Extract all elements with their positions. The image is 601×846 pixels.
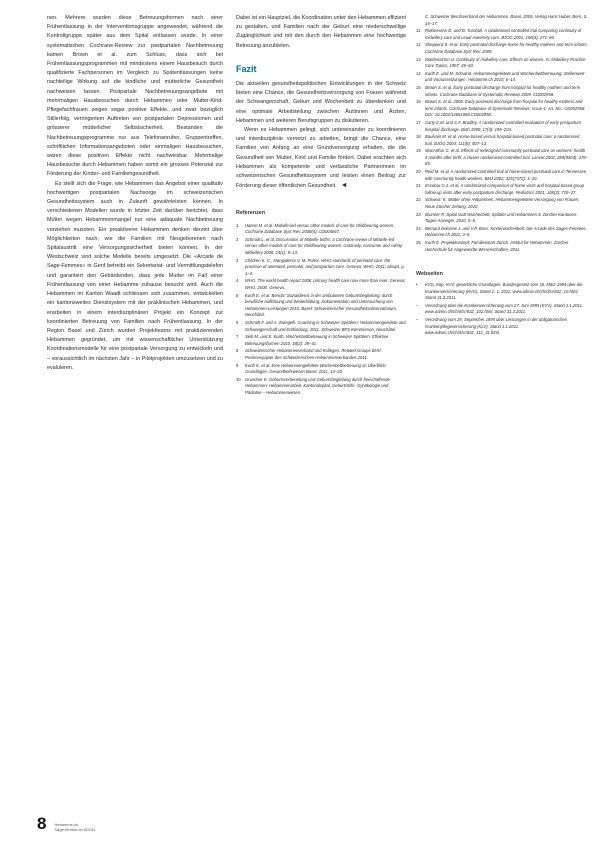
reference-text: Brown S. et al. Early postnatal discharge from hospital for healthy mothers and term infants. Cochrane Database of Systematic Reviews 2009, CD002958. [425,84,581,97]
reference-text: Escobar G.J. et al. A randomized comparison of home visits and hospital-based group follow-up visits after early postpartum discharge. Pediatrics 2001; 108(3): 719–27. [425,183,585,195]
reference-text: Kurth E. und M. Schwind. Hebammengeleitete und Wochenbettbetreuung: Stellenwert und Voraussetzungen. Hebamme.ch 2010; 6–14. [425,70,585,83]
reference-number: 24 [416,225,421,231]
references-heading: Referenzen [236,210,266,217]
reference-number: 10 [236,376,241,382]
reference-text: Seib M. und E. Kurth. Wochenbettbetreuung in Schweizer Spitälern. Effektive Betreuungsformen 2010, 18(2): 39–41. [245,334,389,346]
page-footer [37,816,96,832]
reference-text: Brown S. et al. 2008. Early postnatal discharge from hospital for healthy mothers and term infants. Cochrane Database of Systematic Reviews, Issue 4. Art. No.: CD002958. DOI: 10.1002/14651858.CD002958. [425,99,586,118]
reference-text: MacArthur C. et al. Effects of redesigned community postnatal care on womens' health 4 months after birth: a cluster randomised controlled trial. Lancet 2002; 359(9304): 378–85. [425,148,588,167]
reference-number: 9 [236,362,239,368]
website-item [416,282,588,302]
reference-text: C. Schweizer Berufsverband der Hebammen. Basel, 2006, Verlag Hans Huber, Bern. S. 15–17. [425,14,588,26]
journal-issue: Sage-femme.ch 5/2011 [54,827,96,832]
reference-number: 12 [416,42,421,48]
reference-number: 18 [416,134,421,140]
reference-item [236,377,406,397]
bullet-icon: • [416,282,418,288]
reference-number: 14 [416,70,421,76]
reference-item [236,223,406,236]
reference-text: Kurth E. et al. Bericht: Sozialdienst in der ambulanten Geburtsbegleitung, durch berufliche Aufklärung und Weiterbildung; Dokumentation und Untersuchung von Hebammen-Leistungen 2010. Basel: Schweizerischer Gesundheitsobservatorium, Neuchâtel. [245,292,397,318]
website-item [416,317,588,337]
reference-number: 21 [416,183,421,189]
reference-text: WHO. The world health report 2006: primary health care now more than ever. Geneva: WHO, 2008. Geneva. [245,278,406,290]
reference-number: 7 [236,334,239,340]
journal-info [54,822,95,832]
bullet-icon: – [416,317,419,323]
reference-item [416,120,588,133]
reference-item [416,85,588,98]
reference-text: Kurth E. Projektkonzept: Familienstart Zürich. Institut für Hebammen, Zürcher Hochschule für Angewandte Wissenschaften, 2011. [425,240,569,252]
reference-item [416,28,588,41]
journal-name: Hebamme.ch [54,822,79,827]
reference-number: 20 [416,169,421,175]
reference-list [236,223,406,397]
reference-text: Bernard Delorme J. und V.P. Bass. Kinderwochenbett: Die Arcade des Sages-Femmes. Hebamme.ch 2011; 3–5. [425,225,587,238]
reference-number: 5 [236,292,239,298]
body-paragraph: Dabei ist ein Hauptziel, die Koordination unter den Hebammen effizient zu gestalten, und Familien nach der Geburt eine niederschwellige Zugänglichkeit und mit den durch den Hebammen eine hochwertige Betreuung anzubieten. [236,15,406,49]
reference-number: 16 [416,99,421,105]
website-text: Verordnung über die Krankenversicherung vom 27. Juni 1995 (KVV), Stand 1.1.2011. www.admin.ch/ch/d/sr/832_102.html, Stand 31.3.2011. [425,302,584,315]
website-list [416,282,588,337]
reference-item [416,240,588,253]
reference-item [236,237,406,257]
reference-text: Reid M. et al. A randomized controlled trial of home-based postnatal care in Tennessee with community health workers. BMJ 2002; 325(7372): 1–10. [425,169,587,181]
reference-text: Schweizerischer Hebammenverband und Kollegen. Related Groups BHV: Positionspapier des Schweizerischen Hebammenverbandes 2011. [245,348,382,360]
reference-item [236,334,406,347]
reference-item [416,99,588,119]
bullet-icon: – [416,302,419,308]
reference-text: Kurth E. et al. Eine Hebammengeleitete Wochenbettbetreuung im Überblick: Grundlagen. Gesundheitswesen Basel, 2011, 14–20. [245,362,387,375]
body-paragraph: nen. Mehrere wurden diese Betreuungsformen nach einer Frühentlassung in der Interventionsgruppe angewendet, während die Kontrollgruppe später aus dem Spital entlassen wurde. In einer systematischen Cochrane-Review zur postpartalen Nachbetreuung kamen Brown et al. zum Schluss, dass sich bei Frühentlassungsprogrammen mit mindestens einem Hausbesuch durch qualifizierte Fachpersonen im Vergleich zu Spätentlassungen keine nachteilige Wirkung auf die kindliche und mütterliche Gesundheit nachweisen lassen. Postpartale Nachbetreuungsangebote mit mehrmaligen Hausbesuchen durch Hebammen oder Mutter-Kind-Pflegefachfrauen zeigen sogar positive Effekte, und zwar bezüglich Stillerfolg, verringertem Auftreten von postpartalen Depressionen und grösserer mütterlicher Selbstsicherheit. Bestanden die Nachbetreuungsprogramme nur aus Telefonanrufen, Gruppentreffen, schriftlichen Informationsangeboten oder einmaligen Hausbesuchen, waren diese positiven Effekte nicht nachweisbar. Mehrmalige Hausbesuche durch Hebammen haben somit ein grosses Potenzial zur Förderung der Kinder- und Familiengesundheit. [47,15,223,178]
text-column-left [47,14,223,373]
reference-item [236,348,406,361]
end-of-article-icon: ◄ [340,182,348,190]
reference-text: Children K. C., Mangiaterra V. M. Porter. WHO standards of perinatal care: the provision of antenatal, perinatal, and postpartum care. Geneva: WHO, 2011; abrupt. p. 1–4. [245,257,405,276]
reference-text: Waldenström U. Continuity of midwifery care. Effects on women. In: Midwifery Practice: Core Topics, 1997: 39–60. [425,56,587,69]
fazit-paragraph [236,126,406,191]
reference-text: Riebenstein D. und D. Turnbull. A randomised controlled trial comparing continuity of midwifery care and usual maternity care. BJOG 2001, 108(3): 271–80. [425,28,582,40]
reference-number: 3 [236,257,239,263]
reference-item [236,258,406,278]
reference-item [236,278,406,291]
reference-number: 8 [236,348,239,354]
reference-item [416,226,588,239]
reference-item [236,320,406,333]
reference-number: 1 [236,222,239,228]
reference-item [416,14,588,27]
reference-number: 11 [416,28,421,34]
reference-item [416,71,588,84]
reference-text: Boulvain M. et al. Home-based versus hospital-based postnatal care: a randomised trial. BJOG 2004; 111(8): 807–13. [425,134,580,146]
fazit-paragraph: Die aktuellen gesundheitspolitischen Entwicklungen in der Schweiz bieten eine Chance, die Gesundheitsversorgung von Frauen während der Schwangerschaft, Geburt und Wochenbett zu überdenken und eine optimale Arbeitsteilung zwischen Ärztinnen und Ärzten, Hebammen und weiteren Berufsgruppen zu diskutieren. [236,81,406,124]
reference-number: 15 [416,84,421,90]
reference-item [416,42,588,55]
reference-item [416,57,588,70]
reference-number: 25 [416,240,421,245]
reference-text: Carty E.M. und C.F. Bradley. A randomized controlled evaluation of early postpartum hospital discharge. Birth 1990; 17(4): 199–204. [425,119,581,132]
reference-text: Schweiz. K. Mütter ohne Hebammen: Hebammengeleitete Versorgung von Frauen: Neue Zürcher Zeitung, 2010. [425,197,580,210]
reference-list [416,14,588,253]
websites-heading: Webseiten [416,271,443,278]
reference-item [416,183,588,196]
body-paragraph: Es stellt sich die Frage, wie Hebammen das Angebot einer qualitativ hochwertigen postpartalen Nachsorge im schweizerischen Gesundheitssystem auch in Zukunft gewährleisten können. In verschiedenen Modellen wurde in letzter Zeit darüber berichtet, dass Mütter wegen Hebammenmangel nur eine adäquate Nachbetreuung vorziehen mussten. Ein proaktiverer Hebammen denken derzeit über Möglichkeiten nach, wie die Familien mit Neugeborenen nach Spitalaustritt eine Versorgungssicherheit bieten können. In der Westschweiz sind solche Modelle bereits umgesetzt. Die «Arcade de Sage-Femmes» in Genf betreibt ein Sekretariat- und Vermittlungstelefon und garantiert den Gebärdenden, dass jede Mutter im Fall einer Frühentlassung von einer Hebamme zuhause besucht wird. Auch die Hebammen im Kanton Waadt schliessen sich zusammen, entwickelten ein kantonsweites Dienstsystem mit der präklinischen Hebammen, und erarbeiten in einem interdisziplinären Projekt ein Konzept zur koordinierten Betreuung von Familien nach Frühentlassung. In der Region Basel und Zürich wurden Projektteams mit praktizierenden Hebammen gegründet, um mit wissenschaftlicher Unterstützung Koordinationsmodelle für eine postpartale Versorgung zu entwickeln und – voraussichtlich im nächsten Jahr – in Pilotprojekten umzusetzen und zu evaluieren. [47,180,223,371]
reference-text: Brunner R. Spital statt Wochenbett: Spitäler und Hebammen in Zürcher Kantonen: Tages-Anzeiger, 2010; 5–6. [425,211,578,224]
reference-item [416,212,588,225]
page-number: 8 [37,814,47,833]
reference-number: 17 [416,119,421,125]
reference-text: Schmidt L. et al. Discussions of Midwife births: a Cochrane review of Midwife-led versus other models of care for childbearing women: continuity, consumer and safety. Midwifery 2008; 24(1): 8–13. [245,236,403,256]
reference-text: Shepperd S. et al. Early postnatal discharge home for healthy mothers and term infants. Cochrane Database Syst Rev. 2009. [425,42,588,54]
website-text: KVG, Küp, KVV. gesetzliche Grundlagen: Bundesgesetz vom 18. März 1994 über die Krankenversicherung (KVG), Stand 1. 1. 2011. www.admin.ch/ch/d/sr/832_10.html, Stand 31.3.2011. [425,282,583,301]
reference-item [416,197,588,210]
reference-text: Schmidt F. und A. Zwingelli. Coaching in Schweizer Spitälern: Hebammengeleitete und Schwangerschaft und Entbindung, 2011. Schweizer BFS Kommission, Neuchâtel. [245,319,406,332]
reference-item [236,363,406,376]
fazit-paragraph-text: Wenn es Hebammen gelingt, sich untereinander zu koordinieren und interdisziplinär vernetzt zu arbeiten, bringt die Chance, eine Familien von Anfang an eine Grundversorgung erhalten, die die Gesundheit von Mutter, Kind und Familie fördert. Dabei erachten sich Hebammen als kompetente und verlässliche Partnerinnen im schweizerischen Gesundheitssystem und leisten einen Beitrag zur Förderung dieser öffentlichen Gesundheit. [236,127,406,190]
reference-item [416,134,588,147]
reference-number: 13 [416,56,421,62]
section-heading-fazit: Fazit [236,63,257,74]
reference-number: 4 [236,278,239,284]
reference-number: 2 [236,236,239,242]
website-item [416,303,588,316]
reference-item [236,293,406,319]
text-column-middle [236,14,406,398]
reference-number: 19 [416,148,421,154]
reference-number: 6 [236,319,239,325]
reference-item [416,169,588,182]
reference-number: 22 [416,197,421,203]
reference-item [416,148,588,168]
reference-column-right [416,14,588,338]
website-text: Verordnung vom 29. September 1995 über Leistungen in der obligatorischen Krankenpflegeversicherung (KLV), Stand 1.1.2011. www.admin.ch/ch/d/sr/832_112_31.html. [425,317,568,336]
reference-text: Grundner K. Geburtsvorbereitung und Geburtsbegleitung durch freischaffende Hebammen: Hebammenarbeit, Kantonalspital, Geburtshilfe, Gynäkologie und Pädiatrie – Hebammenwesen. [245,376,390,395]
reference-number: 23 [416,211,421,217]
reference-text: Hatem M. et al. Midwife-led versus other models of care for childbearing women. Cochrane Database Syst Rev. 2008(4): CD004667. [245,222,395,235]
